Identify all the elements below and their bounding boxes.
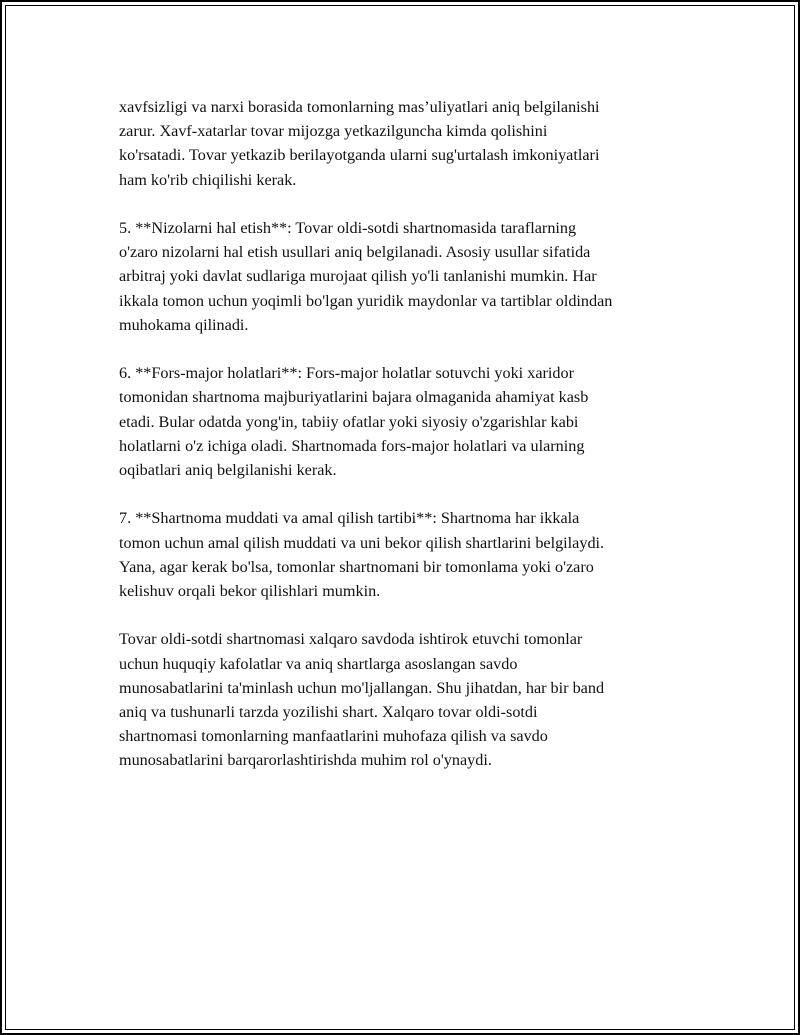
text-line: oqibatlari aniq belgilanishi kerak. bbox=[119, 461, 337, 480]
text-line: kelishuv orqali bekor qilishlari mumkin. bbox=[119, 582, 381, 601]
text-line: etadi. Bular odatda yong'in, tabiiy ofatlar yoki siyosiy o'zgarishlar kabi bbox=[119, 412, 579, 431]
text-line: holatlarni o'z ichiga oladi. Shartnomada fors-major holatlari va ularning bbox=[119, 436, 585, 455]
text-line: ikkala tomon uchun yoqimli bo'lgan yuridik maydonlar va tartiblar oldindan bbox=[119, 291, 613, 310]
text-line: aniq va tushunarli tarzda yozilishi shart. Xalqaro tovar oldi-sotdi bbox=[119, 703, 538, 722]
paragraph-3 bbox=[119, 361, 709, 482]
text-line: Tovar oldi-sotdi shartnomasi xalqaro savdoda ishtirok etuvchi tomonlar bbox=[119, 630, 583, 649]
text-line: o'zaro nizolarni hal etish usullari aniq belgilanadi. Asosiy usullar sifatida bbox=[119, 243, 591, 262]
text-line: Yana, agar kerak bo'lsa, tomonlar shartnomani bir tomonlama yoki o'zaro bbox=[119, 557, 594, 576]
document-body bbox=[119, 95, 709, 797]
paragraph-4 bbox=[119, 506, 709, 603]
text-line: 5. **Nizolarni hal etish**: Tovar oldi-sotdi shartnomasida taraflarning bbox=[119, 219, 577, 237]
paragraph-1 bbox=[119, 95, 709, 192]
text-line: munosabatlarini barqarorlashtirishda muhim rol o'ynaydi. bbox=[119, 751, 492, 770]
text-line: munosabatlarini ta'minlash uchun mo'ljallangan. Shu jihatdan, har bir band bbox=[119, 678, 605, 697]
text-line: xavfsizligi va narxi borasida tomonlarning mas’uliyatlari aniq belgilanishi bbox=[119, 98, 600, 116]
text-line: muhokama qilinadi. bbox=[119, 315, 249, 334]
text-line: uchun huquqiy kafolatlar va aniq shartlarga asoslangan savdo bbox=[119, 654, 518, 673]
text-line: ham ko'rib chiqilishi kerak. bbox=[119, 170, 297, 189]
text-line: zarur. Xavf-xatarlar tovar mijozga yetkazilguncha kimda qolishini bbox=[119, 122, 548, 141]
text-line: arbitraj yoki davlat sudlariga murojaat qilish yo'li tanlanishi mumkin. Har bbox=[119, 267, 597, 286]
text-line: tomonidan shartnoma majburiyatlarini bajara olmaganida ahamiyat kasb bbox=[119, 388, 589, 407]
text-line: tomon uchun amal qilish muddati va uni bekor qilish shartlarini belgilaydi. bbox=[119, 533, 605, 552]
text-line: 7. **Shartnoma muddati va amal qilish tartibi**: Shartnoma har ikkala bbox=[119, 509, 580, 528]
paragraph-2 bbox=[119, 216, 709, 337]
text-line: 6. **Fors-major holatlari**: Fors-major holatlar sotuvchi yoki xaridor bbox=[119, 364, 574, 383]
text-line: ko'rsatadi. Tovar yetkazib berilayotganda ularni sug'urtalash imkoniyatlari bbox=[119, 146, 600, 165]
text-line: shartnomasi tomonlarning manfaatlarini muhofaza qilish va savdo bbox=[119, 727, 548, 746]
paragraph-5 bbox=[119, 627, 709, 772]
